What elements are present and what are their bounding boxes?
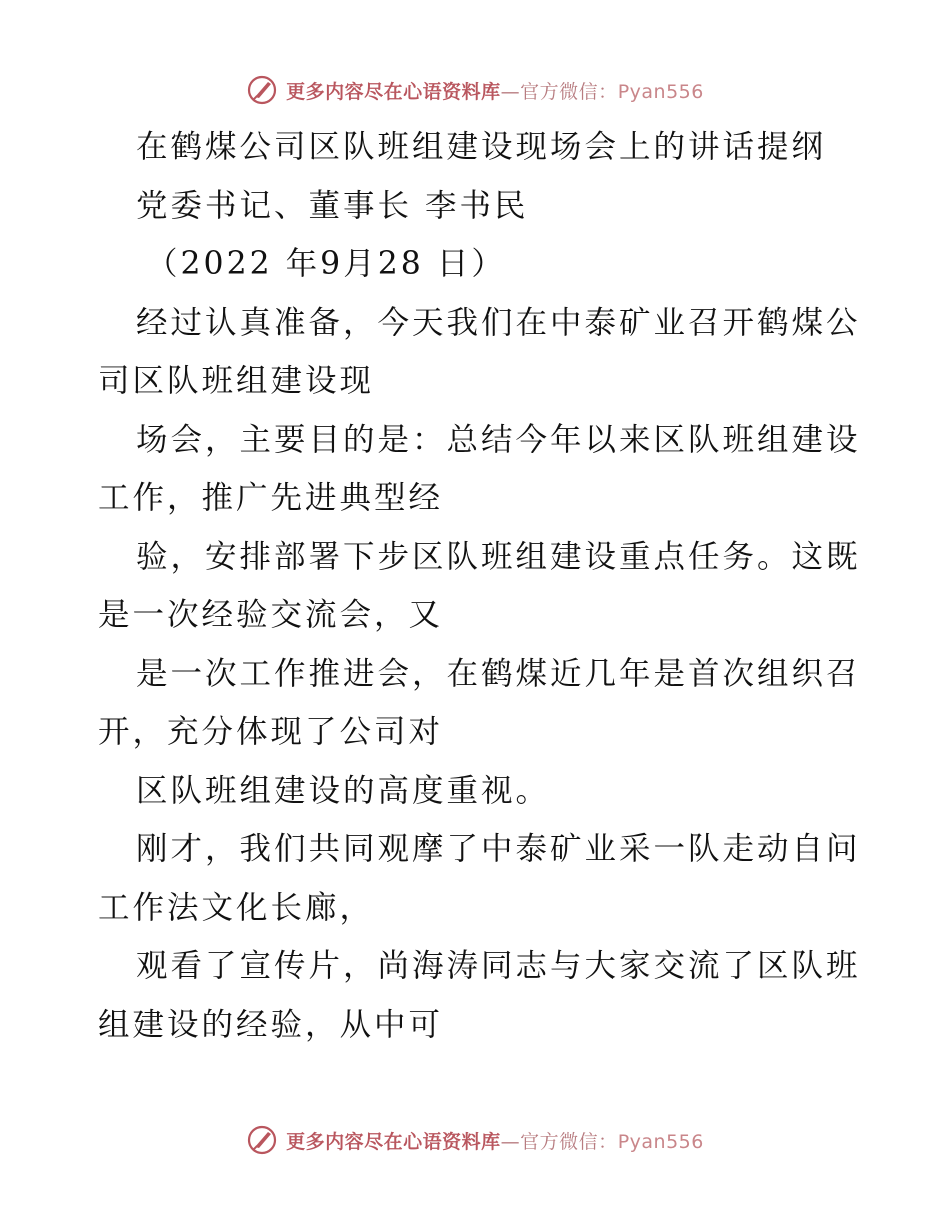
quill-pen-circle-icon: [246, 1124, 278, 1156]
paragraph-line: 司区队班组建设现: [98, 363, 375, 399]
watermark-banner-top: [0, 70, 950, 110]
paragraph-line: 场会，主要目的是：总结今年以来区队班组建设: [136, 421, 861, 458]
document-date: （2022 年9月28 日）: [146, 246, 506, 282]
quill-pen-circle-icon: [246, 74, 278, 106]
paragraph-line: 经过认真准备，今天我们在中泰矿业召开鹤煤公: [136, 304, 861, 341]
watermark-banner-bottom: [0, 1120, 950, 1160]
paragraph-line: 工作法文化长廊，: [98, 889, 375, 926]
paragraph-line: 观看了宣传片，尚海涛同志与大家交流了区队班: [136, 948, 861, 984]
watermark-handle: Pyan556: [617, 1130, 704, 1153]
paragraph-line: 是一次工作推进会，在鹤煤近几年是首次组织召: [136, 655, 861, 692]
watermark-text: [286, 1127, 704, 1154]
document-title: 在鹤煤公司区队班组建设现场会上的讲话提纲: [136, 129, 827, 165]
watermark-separator: —: [500, 1130, 521, 1153]
watermark-handle: Pyan556: [617, 80, 704, 103]
watermark-main: 更多内容尽在心语资料库: [286, 1130, 501, 1153]
watermark-text: [286, 77, 704, 104]
watermark-wechat-label: 官方微信：: [520, 1130, 618, 1153]
paragraph-line: 验，安排部署下步区队班组建设重点任务。这既: [136, 538, 861, 575]
document-speaker: 党委书记、董事长 李书民: [136, 187, 529, 224]
watermark-main: 更多内容尽在心语资料库: [286, 80, 501, 103]
paragraph-line: 是一次经验交流会，又: [98, 597, 444, 633]
paragraph-line: 区队班组建设的高度重视。: [136, 772, 551, 809]
paragraph-line: 组建设的经验，从中可: [98, 1006, 444, 1043]
paragraph-line: 开，充分体现了公司对: [98, 714, 444, 750]
watermark-separator: —: [500, 80, 521, 103]
watermark-wechat-label: 官方微信：: [520, 80, 618, 103]
paragraph-line: 刚才，我们共同观摩了中泰矿业采一队走动自问: [136, 831, 861, 867]
document-body: [98, 118, 861, 1054]
paragraph-line: 工作，推广先进典型经: [98, 480, 444, 516]
